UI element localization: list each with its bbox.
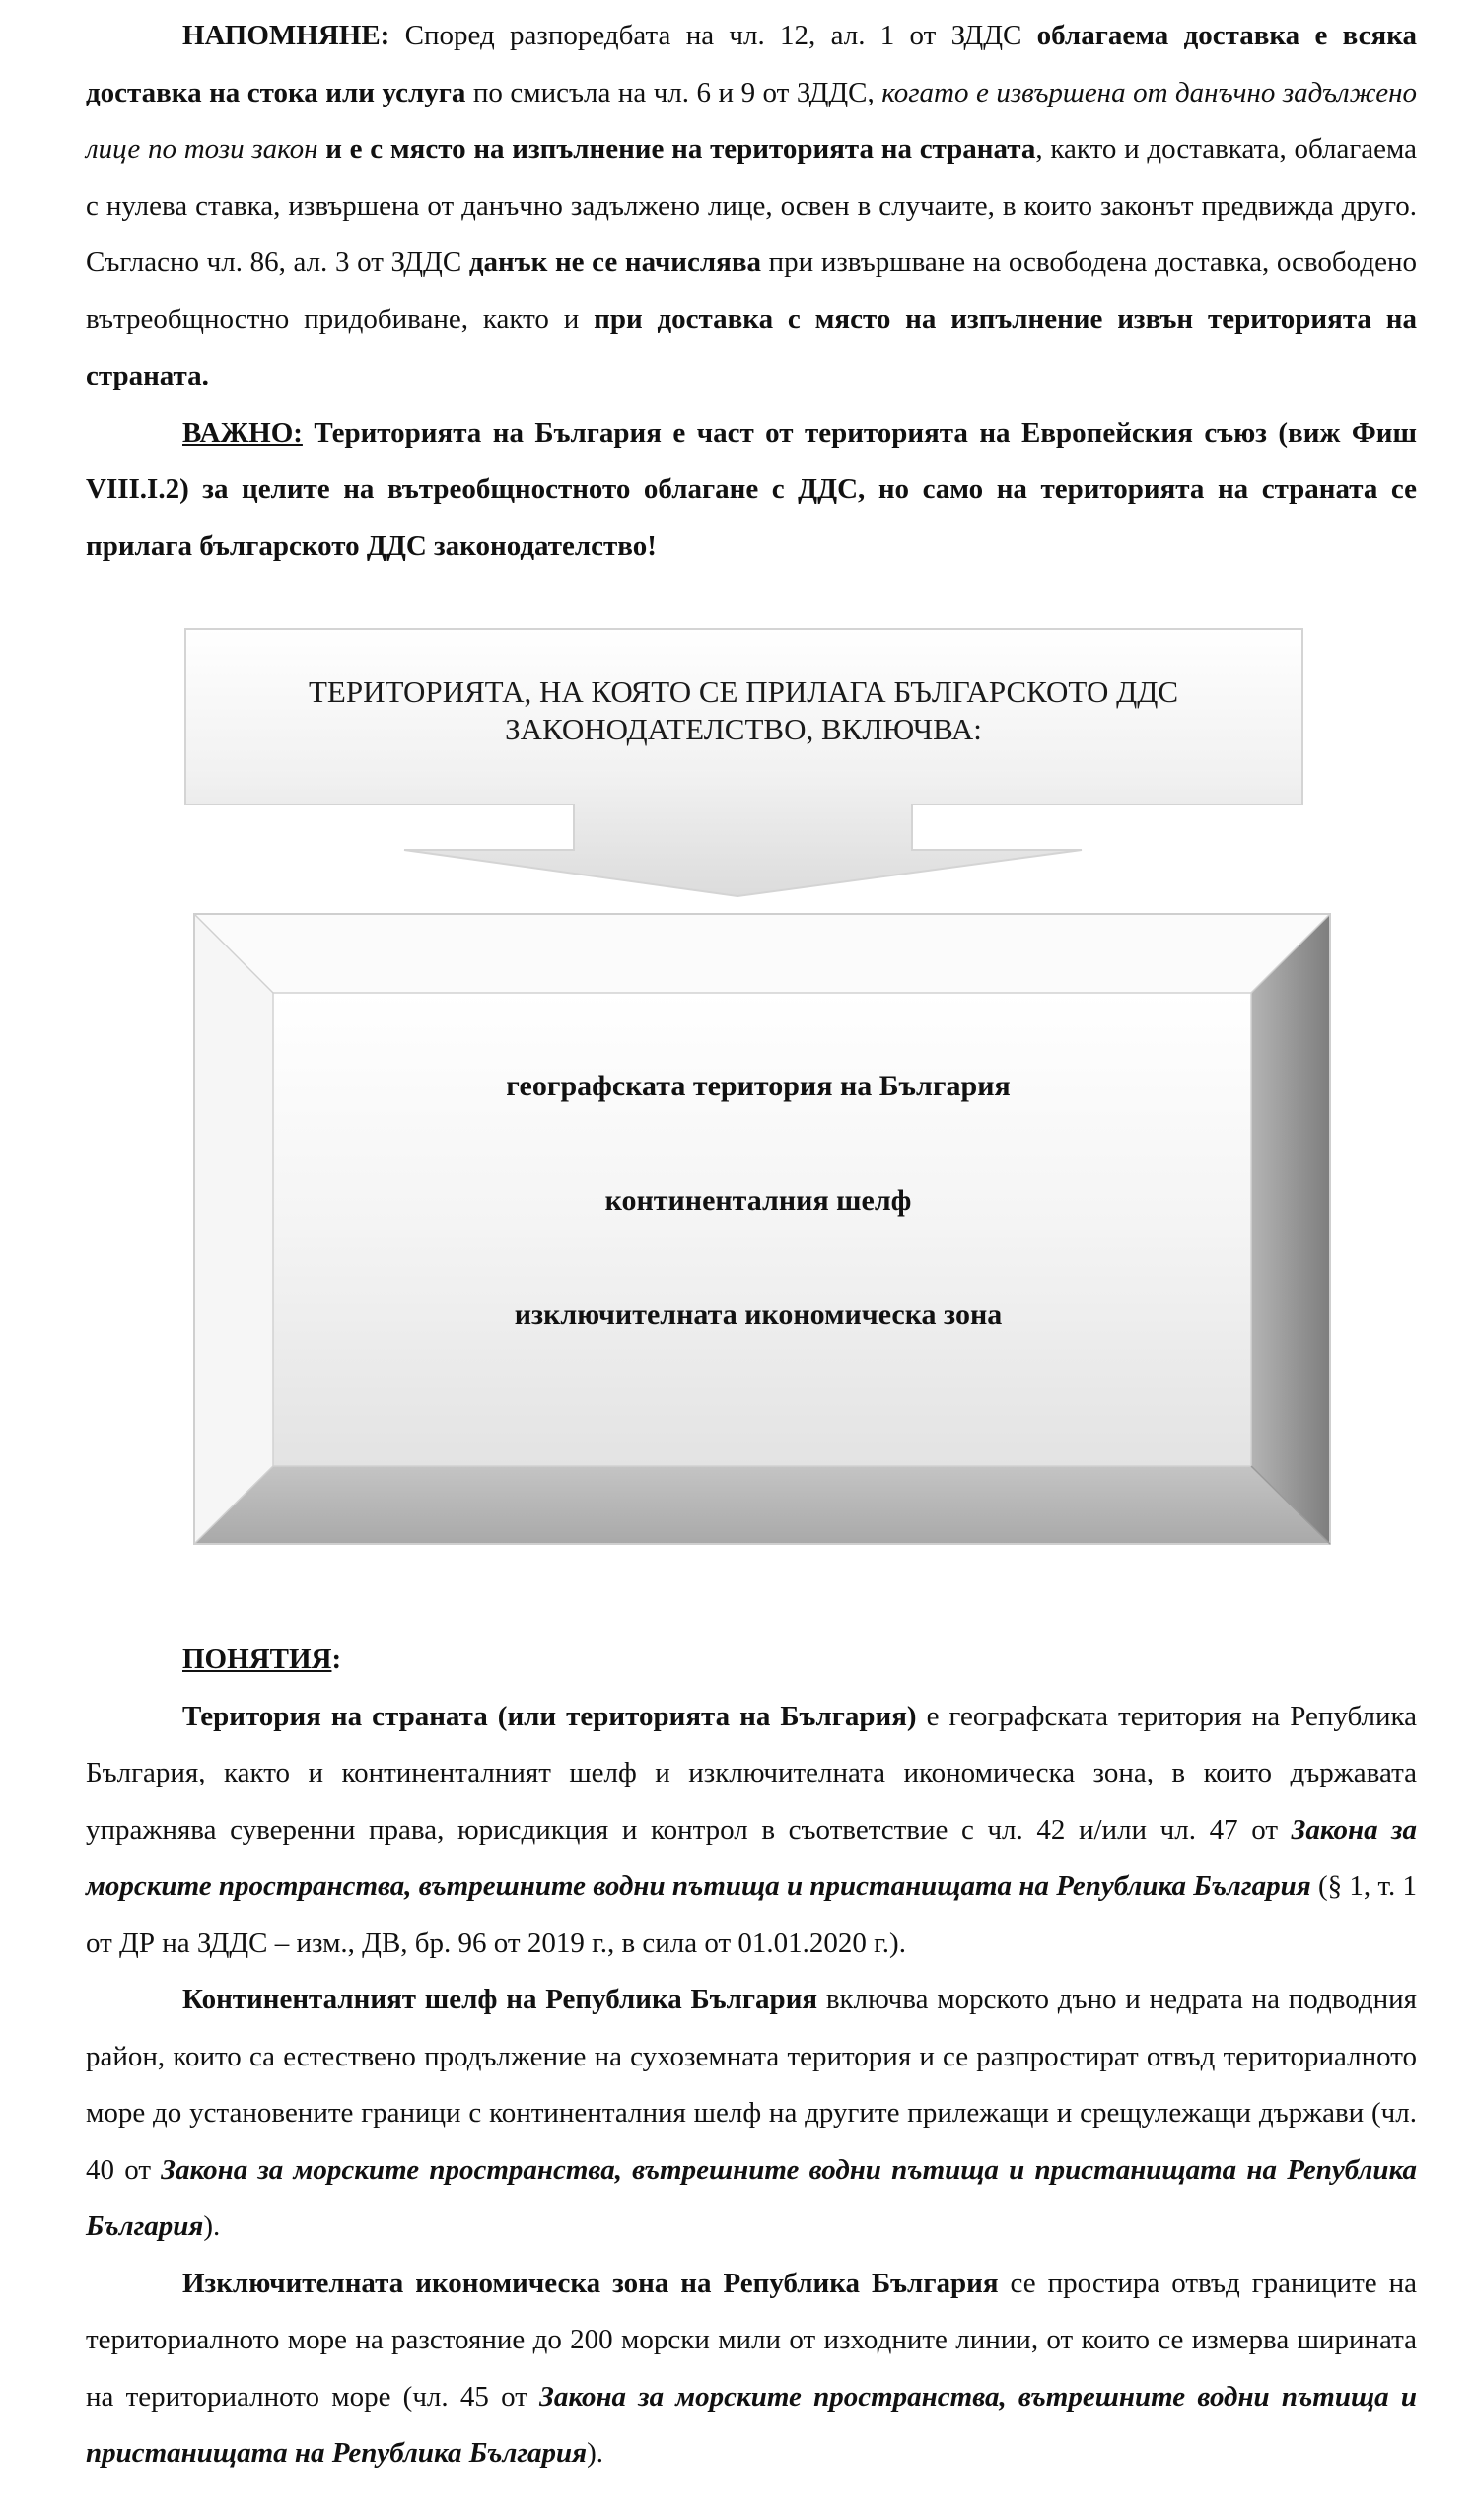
text-run: Закона за морските пространства, вътрешните водни пътища и пристанищата на Република България [86,2380,1417,2469]
text-run: Територията на България е част от територията на Европейския съюз (виж Фиш VIII.I.2) за целите на вътреобщностното облагане с ДДС, но само на територията на страната се прилага българското ДДС законодателство! [86,416,1417,562]
text-run: Закона за морските пространства, вътрешните водни пътища и пристанищата на Република България [86,1813,1417,1902]
concepts-heading: ПОНЯТИЯ: [182,1644,342,1675]
text-run: когато е извършена от данъчно задължено лице по този закон [86,76,1417,165]
territory-item: изключителната икономическа зона [514,1298,1003,1331]
text-run: при доставка с място на изпълнение извън територията на страната. [86,303,1417,391]
text-run: (§ 1, т. 1 от ДР на ЗДДС – изм., ДВ, бр. 96 от 2019 г., в сила от 01.01.2020 г.). [86,1870,1417,1959]
arrow-line-1: ТЕРИТОРИЯТА, НА КОЯТО СЕ ПРИЛАГА БЪЛГАРСКОТО ДДС [308,674,1179,709]
text-run: , както и доставката, облагаема с нулева ставка, извършена от данъчно задължено лице, освен в случаите, в които законът предвижда друго. Съгласно чл. 86, ал. 3 от ЗДДС [86,133,1417,278]
text-run: Изключителната икономическа зона на Република България [182,2267,999,2299]
territory-item: континенталния шелф [604,1184,912,1217]
text-run: ). [587,2437,604,2469]
text-run: Закона за морските пространства, вътрешните водни пътища и пристанищата на Република България [86,2153,1417,2242]
concepts-section [86,1632,1417,2483]
arrow-line-2: ЗАКОНОДАТЕЛСТВО, ВКЛЮЧВА: [505,712,982,746]
text-run: Територия на страната (или територията на България) [182,1700,917,1732]
text-run: ВАЖНО: [182,416,303,449]
text-run: и е с място на изпълнение на територията на страната [317,133,1036,165]
text-run: е географската територия на Република България, както и континенталният шелф и изключителната икономическа зона, в които държавата упражнява суверенни права, юрисдикция и контрол в съответствие с чл. 42 и/или чл. 47 от [86,1700,1418,1846]
text-run: Континенталният шелф на Република България [182,1984,818,2015]
concept-paragraph-zone [86,2256,1417,2483]
text-run: данък не се начислява [468,246,761,278]
text-run: по смисъла на чл. 6 и 9 от ЗДДС, [465,76,882,108]
text-run: НАПОМНЯНЕ: [182,20,390,51]
concepts-heading-text: ПОНЯТИЯ [182,1644,332,1675]
text-run: облагаема доставка е всяка доставка на стока или услуга [86,20,1417,108]
text-run: при извършване на освободена доставка, освободено вътреобщностно придобиване, както и [86,246,1417,335]
territory-list [276,1070,1240,1413]
concept-paragraph-shelf [86,1972,1417,2256]
text-run: Според разпоредбата на чл. 12, ал. 1 от ЗДДС [389,20,1037,51]
concept-paragraph-territory [86,1689,1417,1973]
text-run: ). [203,2210,221,2242]
text-run: се простира отвъд границите на териториалното море на разстояние до 200 морски мили от изходните линии, от които се измерва ширината на териториалното море (чл. 45 от [86,2267,1417,2413]
territory-item: географската територия на България [506,1070,1011,1102]
text-run: включва морското дъно и недрата на подводния район, които са естествено продължение на сухоземната територия и се разпростират отвъд териториалното море до установените граници с континенталния шелф на другите прилежащи и срещулежащи държави (чл. 40 от [86,1984,1417,2186]
